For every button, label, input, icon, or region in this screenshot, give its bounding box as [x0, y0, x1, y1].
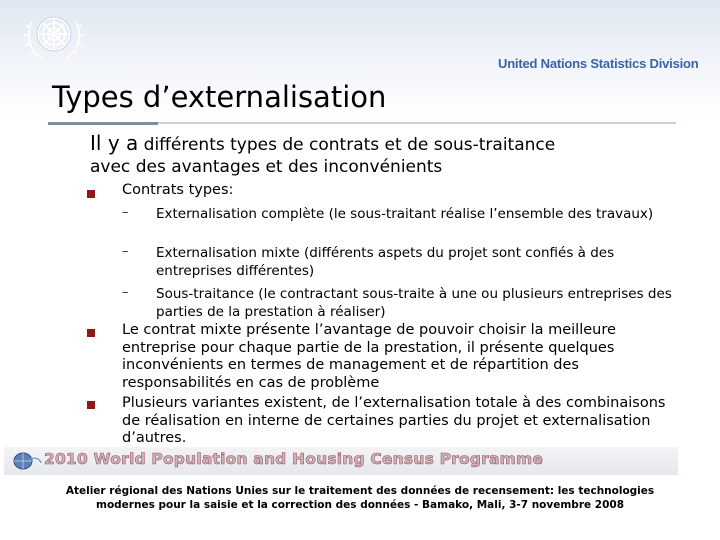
un-emblem-icon [18, 6, 90, 70]
subitem-text: Externalisation mixte (différents aspets du projet sont confiés à des entreprises différentes) [156, 245, 615, 279]
slide-title: Types d’externalisation [52, 80, 387, 114]
title-divider-accent [48, 122, 158, 125]
intro-line1: différents types de contrats et de sous-traitance [138, 135, 556, 155]
footer-line2: modernes pour la saisie et la correction des données - Bamako, Mali, 3-7 novembre 2008 [96, 499, 624, 511]
globe-icon [10, 451, 42, 471]
intro-prefix: Il y a [90, 131, 139, 155]
square-bullet-icon [87, 329, 95, 337]
square-bullet-icon [87, 190, 95, 198]
square-bullet-icon [87, 401, 95, 409]
bullet-text: Contrats types: [122, 182, 234, 198]
bullet-text: Le contrat mixte présente l’avantage de pouvoir choisir la meilleure entreprise pour chaque partie de la prestation, il présente quelques inconvénients en termes de management et de répartition des responsabilités en cas de problème [122, 322, 616, 391]
dash-marker: – [122, 244, 129, 259]
footer-line1: Atelier régional des Nations Unies sur le traitement des données de recensement: les technologies [65, 485, 655, 497]
census-programme-banner [4, 447, 678, 475]
organization-name: United Nations Statistics Division [498, 56, 699, 71]
subitem-text: Externalisation complète (le sous-traitant réalise l’ensemble des travaux) [156, 206, 654, 222]
subitem-text: Sous-traitance (le contractant sous-traite à une ou plusieurs entreprises des parties de la prestation à réaliser) [156, 286, 672, 320]
intro-line2: avec des avantages et des inconvénients [90, 157, 443, 177]
footer [0, 484, 720, 512]
intro-text [90, 132, 700, 178]
banner-title: 2010 World Population and Housing Census Programme [44, 450, 544, 468]
bullet-text: Plusieurs variantes existent, de l’externalisation totale à des combinaisons de réalisation en interne de certaines parties du projet et externalisation d’autres. [122, 395, 666, 446]
dash-marker: – [122, 205, 129, 220]
dash-marker: – [122, 285, 129, 300]
